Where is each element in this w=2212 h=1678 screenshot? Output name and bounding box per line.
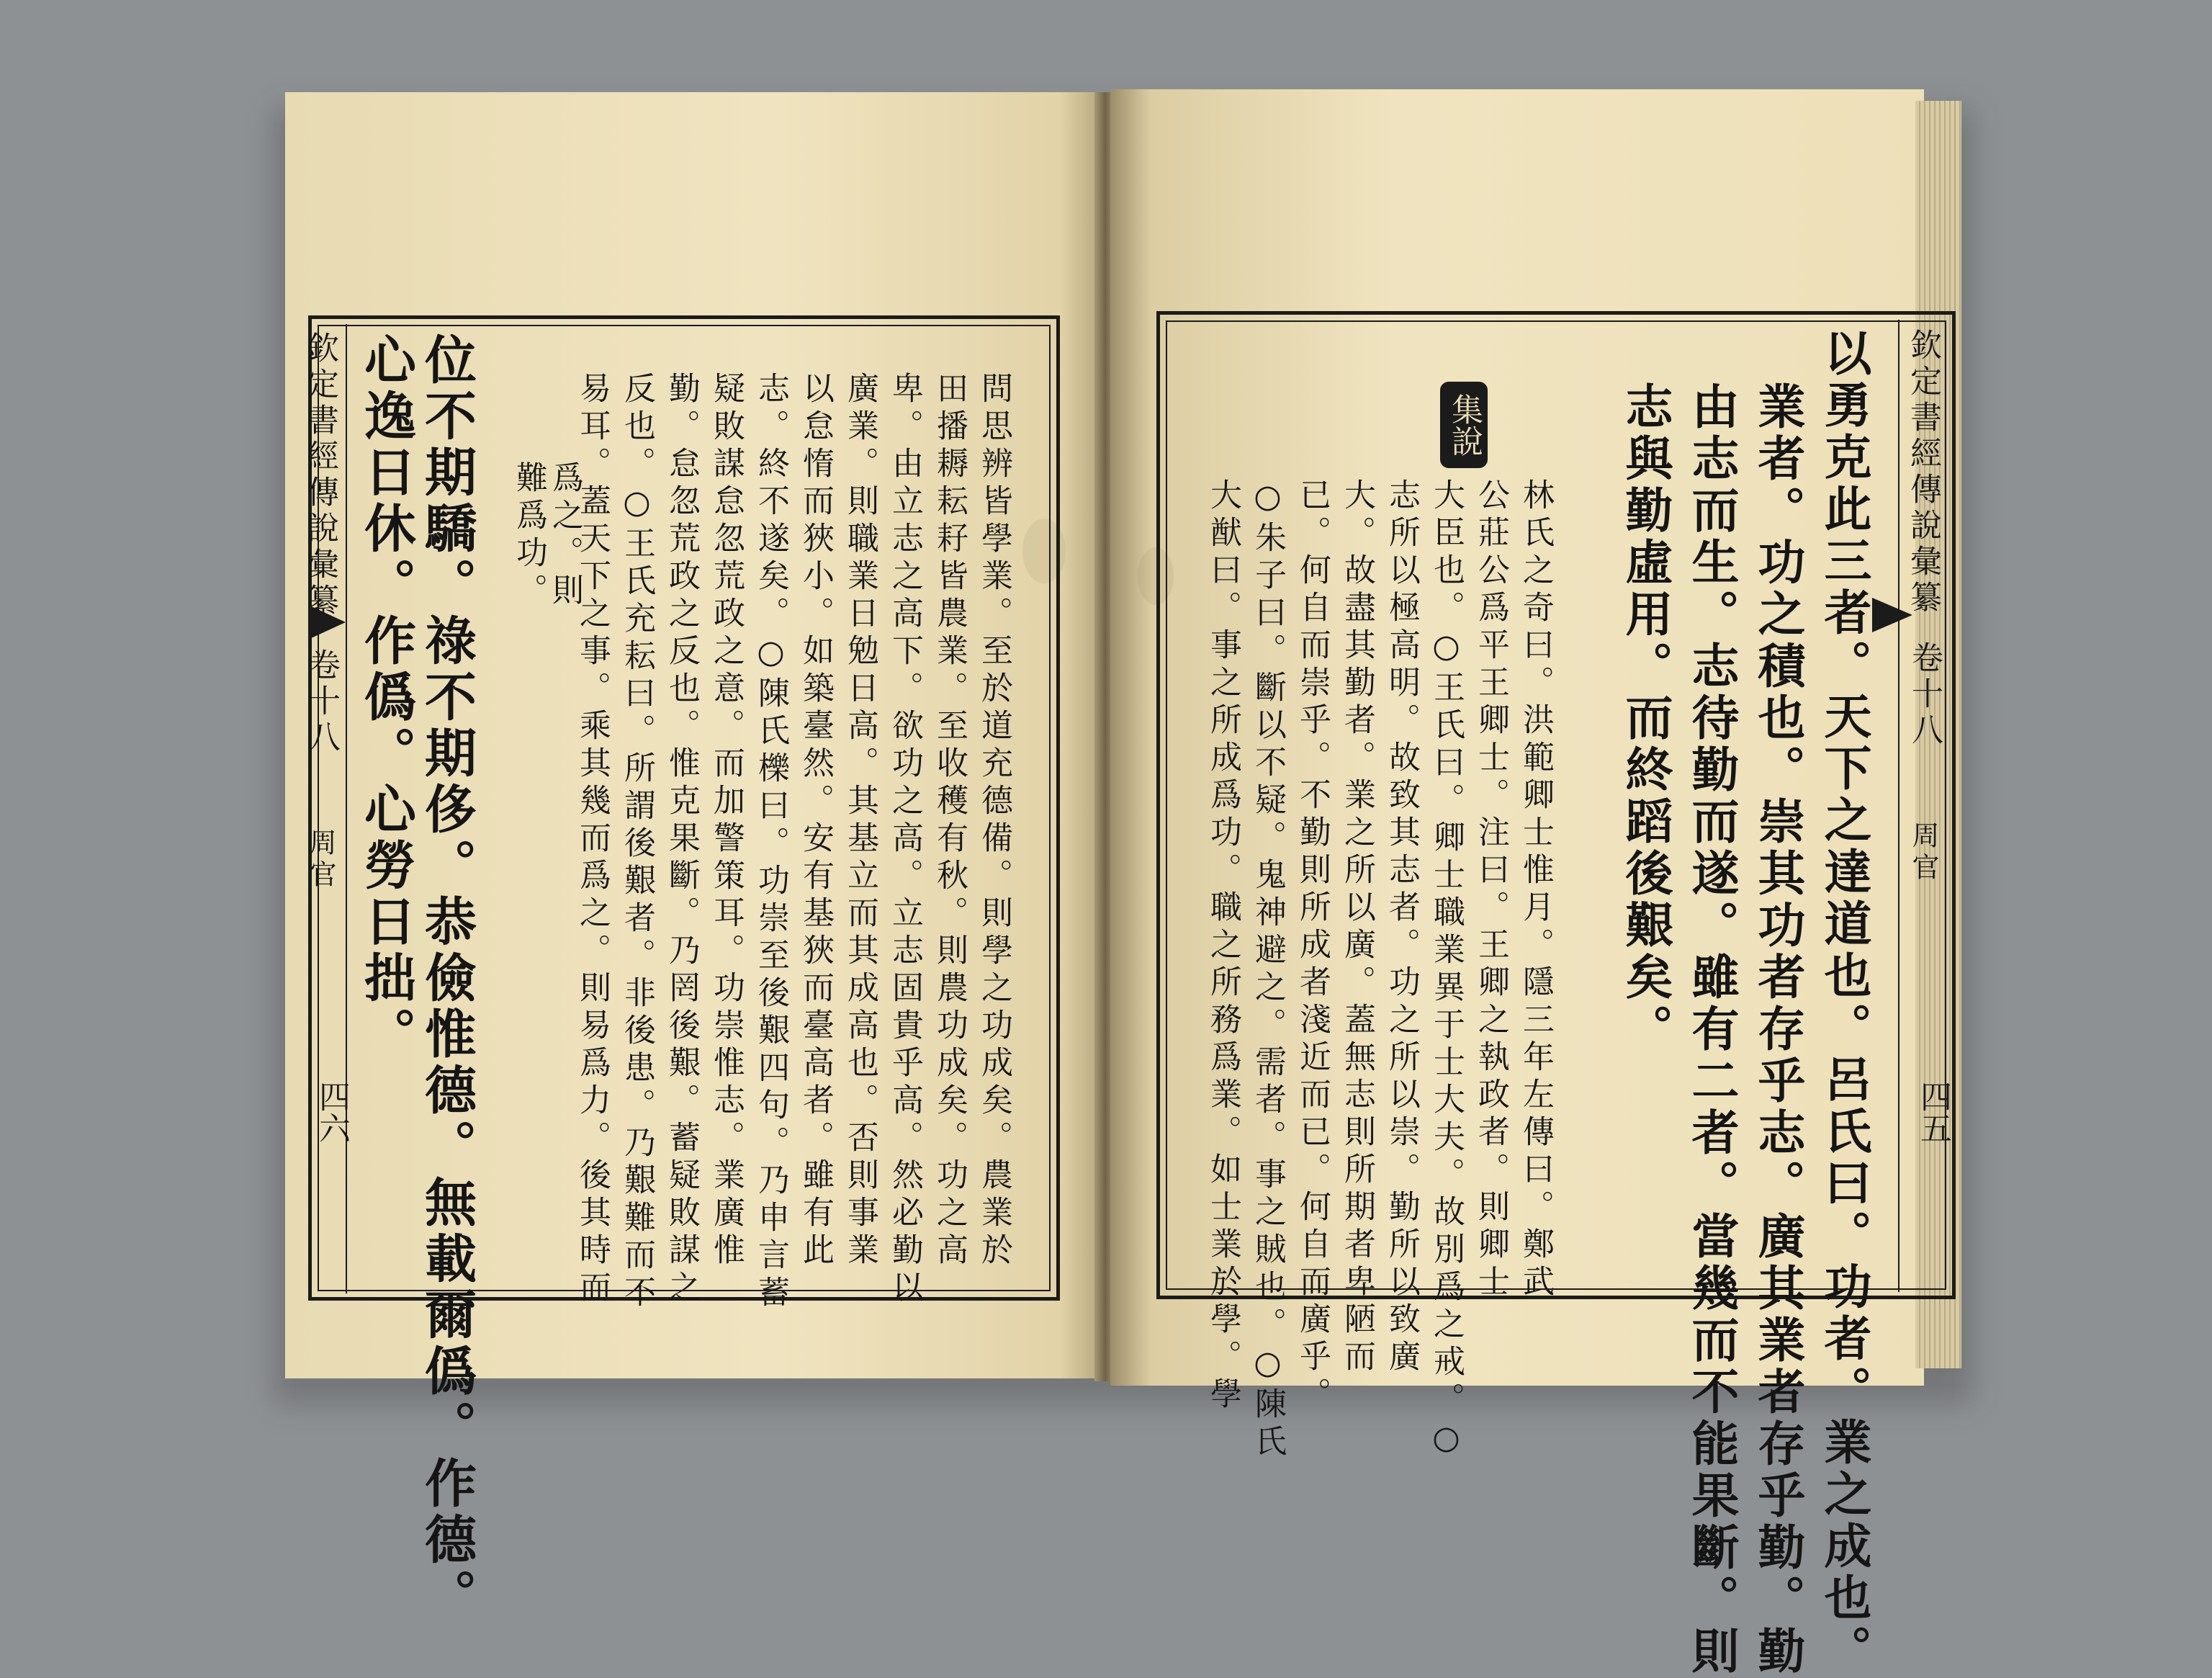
left-commentary-column: 問思辨皆學業。至於道充德備。則學之功成矣。農業於 <box>976 372 1012 1270</box>
left-commentary-column: 廣業。則職業日勉日高。其基立而其成高也。否則事業 <box>842 372 878 1270</box>
left-section-label: 周官 <box>305 828 336 892</box>
right-commentary-column: 大。故盡其勤者。業之所以廣。蓋無志則所期者卑陋而 <box>1339 478 1375 1377</box>
right-commentary-column: 志所以極高明。故致其志者。功之所以崇。勤所以致廣 <box>1383 478 1420 1377</box>
left-commentary-column: 疑敗謀怠忽荒政之意。而加警策耳。功崇惟志。業廣惟 <box>708 372 745 1270</box>
right-volume-label: 卷十八 <box>1906 641 1943 749</box>
left-commentary-column: 易耳。蓋天下之事。乘其幾而爲之。則易爲力。後其時而 <box>574 372 611 1308</box>
left-commentary-column: 志。終不遂矣。○陳氏櫟曰。功崇至後艱四句。乃申言蓄 <box>752 372 789 1313</box>
right-main-text-column-3: 由志而生。志待勤而遂。雖有二者。當幾而不能果斷。則 <box>1683 382 1740 1678</box>
left-header-rule <box>346 324 347 1293</box>
left-main-text-column-2: 心逸日休。作僞。心勞日拙。 <box>356 333 417 1063</box>
left-commentary-column: 卑。由立志之高下。欲功之高。立志固貴乎高。然必勤以 <box>886 372 923 1308</box>
left-commentary-column: 難爲功。 <box>511 461 547 611</box>
right-main-text-column-2: 業者。功之積也。崇其功者存乎志。廣其業者存乎勤。勤 <box>1750 382 1806 1678</box>
right-commentary-column: 已。何自而崇乎。不勤則所成者淺近而已。何自而廣乎。 <box>1294 478 1331 1414</box>
right-commentary-column: 林氏之奇曰。洪範卿士惟月。隱三年左傳曰。鄭武 <box>1517 478 1554 1302</box>
jishuo-badge: 集說 <box>1440 382 1488 468</box>
left-commentary-column: 爲之。則 <box>547 461 583 611</box>
right-fishtail-mark <box>1872 598 1912 632</box>
right-header-rule <box>1898 320 1899 1292</box>
left-main-text-column-1: 位不期驕。祿不期侈。恭儉惟德。無載爾僞。作德。 <box>416 333 477 1625</box>
right-main-text-column-1: 以勇克此三者。天下之達道也。呂氏曰。功者。業之成也。 <box>1816 328 1872 1677</box>
left-page-number: 四六 <box>313 1080 350 1144</box>
right-commentary-column: 大猷曰。事之所成爲功。職之所務爲業。如士業於學。學 <box>1205 478 1241 1414</box>
left-volume-label: 卷十八 <box>303 648 340 756</box>
right-commentary-column: ○朱子曰。斷以不疑。鬼神避之。需者。事之賊也。○陳氏 <box>1249 478 1286 1462</box>
right-commentary-column: 公莊公爲平王卿士。注曰。王卿之執政者。則卿士 <box>1473 478 1509 1302</box>
right-page-number: 四五 <box>1915 1080 1951 1144</box>
left-commentary-column: 以怠惰而狹小。如築臺然。安有基狹而臺高者。雖有此 <box>797 372 834 1270</box>
right-main-text-column-4: 志與勤虛用。而終蹈後艱矣。 <box>1617 382 1673 1056</box>
right-page-header: 欽定書經傳說彙纂 <box>1905 328 1941 616</box>
left-page-header: 欽定書經傳說彙纂 <box>302 331 338 619</box>
left-commentary-column: 反也。○王氏充耘曰。所謂後艱者。非後患。乃艱難而不 <box>619 372 655 1313</box>
left-fishtail-mark <box>308 605 346 640</box>
left-commentary-column: 田播耨耘耔皆農業。至收穫有秋。則農功成矣。功之高 <box>931 372 968 1270</box>
left-commentary-column: 勤。怠忽荒政之反也。惟克果斷。乃罔後艱。蓄疑敗謀之 <box>663 372 700 1308</box>
right-commentary-column: 大臣也。○王氏曰。卿士職業異于士大夫。故別爲之戒。○ <box>1428 478 1465 1462</box>
right-section-label: 周官 <box>1907 821 1939 884</box>
